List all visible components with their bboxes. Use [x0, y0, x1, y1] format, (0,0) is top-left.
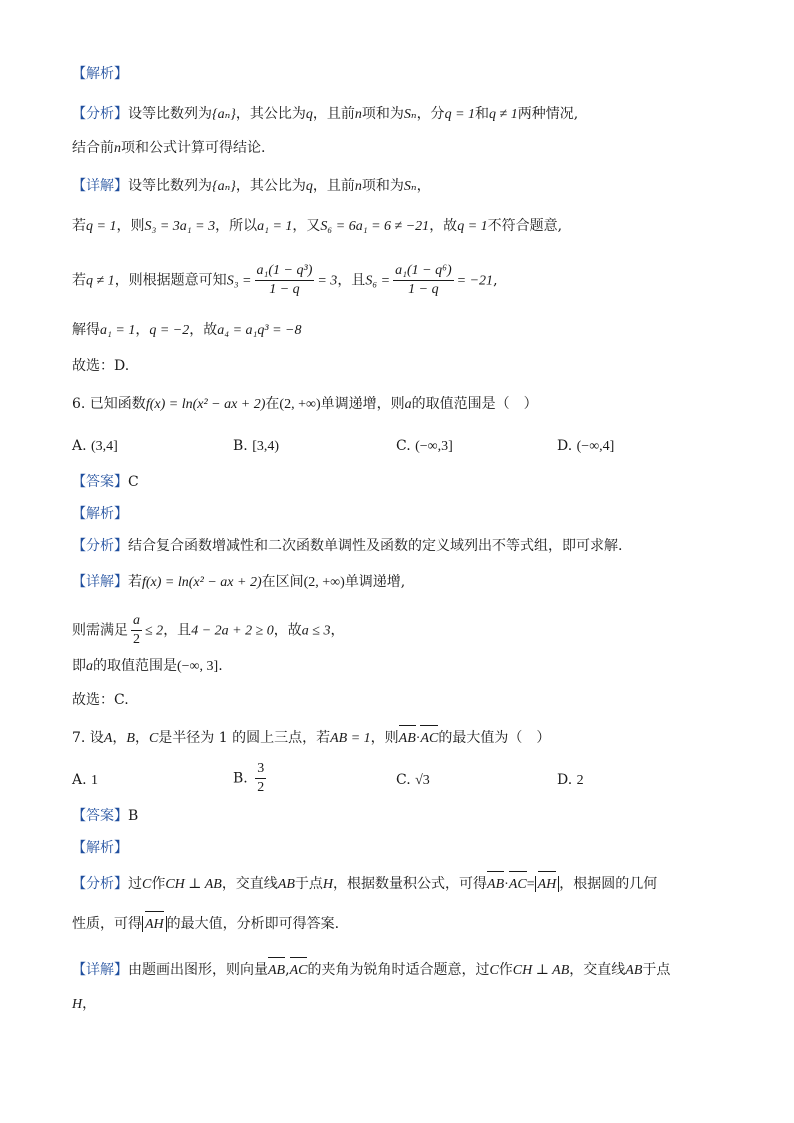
- q6-option-a: [72, 436, 118, 457]
- text: 过: [128, 876, 142, 892]
- text: .: [218, 658, 223, 674]
- fraction-num: a₁(1 − q⁶): [393, 262, 454, 281]
- text: ，: [112, 730, 127, 746]
- q7-option-c: [396, 770, 430, 791]
- text: ，且: [337, 272, 366, 289]
- math: AB = 1: [330, 731, 371, 746]
- fraction-s6: [393, 262, 454, 299]
- text: 两种情况,: [517, 106, 579, 122]
- q6-detail-line-1: [72, 572, 734, 593]
- text: 的最大值，分析即可得答案.: [166, 916, 340, 932]
- option-value: √3: [415, 773, 430, 788]
- math: ·: [504, 877, 509, 892]
- math: S₆ = 6a₁ = 6 ≠ −21: [320, 219, 430, 234]
- math-q-eq-1: q = 1: [444, 107, 476, 122]
- answer-value: C: [128, 474, 139, 490]
- vector-ac: AC: [290, 961, 308, 981]
- xiangjie-tag: 【详解】: [72, 574, 128, 590]
- option-label: B.: [233, 438, 248, 454]
- text: ，故: [429, 218, 458, 234]
- text: ，根据数量积公式，可得: [333, 876, 488, 892]
- q5-analysis-line-2: [72, 138, 734, 159]
- text: 则需满足: [72, 622, 128, 639]
- q6-jiexi-heading: [72, 504, 734, 524]
- option-value: (−∞,3]: [415, 439, 453, 454]
- q6-detail-line-2: [72, 612, 734, 649]
- text: 若: [72, 218, 86, 234]
- text: ，: [416, 178, 431, 194]
- math: AB: [277, 877, 295, 892]
- math: AB: [625, 963, 643, 978]
- text: ,: [285, 962, 290, 978]
- vector-ab: AB: [399, 729, 416, 749]
- option-value: (3,4]: [91, 439, 118, 454]
- q7-option-d: [557, 770, 584, 791]
- text: 在区间: [261, 574, 304, 590]
- text: ，其公比为: [235, 106, 306, 122]
- q5-detail-line-3: [72, 262, 734, 299]
- q5-detail-line-1: [72, 176, 734, 197]
- math: (2, +∞): [303, 575, 345, 590]
- math: C: [142, 877, 152, 892]
- q7-detail-line-1: [72, 960, 734, 981]
- text: 设等比数列为: [128, 178, 212, 194]
- math: q = −2: [149, 323, 190, 338]
- q6-stem: [72, 394, 734, 415]
- math: B: [126, 731, 135, 746]
- text: 作: [498, 962, 513, 978]
- text: 项和为: [361, 178, 404, 194]
- text: ，根据圆的几何: [559, 876, 658, 892]
- math: ≤ 2: [145, 623, 164, 639]
- vector-ah: AH: [145, 915, 164, 935]
- math: (−∞, 3]: [177, 659, 219, 674]
- text: 的取值范围是（ ）: [411, 396, 538, 412]
- q5-detail-line-4: [72, 320, 734, 341]
- text: ，分: [416, 106, 445, 122]
- text: ，其公比为: [235, 178, 306, 194]
- text: 7. 设: [72, 730, 104, 746]
- math-q: q: [305, 107, 313, 122]
- text: 设等比数列为: [128, 106, 212, 122]
- text: 是半径为 1 的圆上三点，若: [158, 730, 331, 746]
- text: 不符合题意,: [487, 218, 563, 234]
- q7-option-b: [233, 760, 269, 797]
- fraction-den: 1 − q: [408, 282, 439, 297]
- jiexi-tag: 【解析】: [72, 840, 128, 856]
- text: 结合复合函数增减性和二次函数单调性及函数的定义域列出不等式组，即可求解.: [128, 538, 623, 554]
- text: ，则根据题意可知: [114, 272, 227, 289]
- xiangjie-tag: 【详解】: [72, 178, 128, 194]
- math: q = 1: [457, 219, 488, 234]
- jiexi-tag: 【解析】: [72, 506, 128, 522]
- fenxi-tag: 【分析】: [72, 106, 128, 122]
- fraction-a-over-2: [131, 612, 142, 649]
- math-seq: {aₙ}: [212, 179, 236, 194]
- option-value: 2: [576, 773, 584, 788]
- text: 于点: [294, 876, 323, 892]
- text: ，故: [189, 322, 218, 338]
- text: ，且前: [312, 106, 355, 122]
- q5-analysis-line-1: [72, 104, 734, 125]
- text: 由题画出图形，则向量: [128, 962, 268, 978]
- q7-analysis-line-2: [72, 914, 734, 935]
- text: 项和公式计算可得结论.: [121, 140, 266, 156]
- math: S₆ =: [365, 273, 391, 289]
- option-value: [3,4): [252, 439, 280, 454]
- fraction-num: 3: [255, 760, 266, 779]
- fraction-s3: [255, 262, 315, 299]
- option-value: 1: [91, 773, 99, 788]
- math-q-ne-1: q ≠ 1: [489, 107, 518, 122]
- text: 性质，可得: [72, 916, 142, 932]
- abs-ah: [535, 876, 560, 892]
- q7-option-a: [72, 770, 98, 791]
- q6-option-c: [396, 436, 453, 457]
- text: 在: [265, 396, 280, 412]
- math: =: [526, 877, 535, 892]
- math-fx: f(x) = ln(x² − ax + 2): [145, 397, 266, 412]
- math: H: [72, 997, 83, 1012]
- math-fx: f(x) = ln(x² − ax + 2): [142, 575, 262, 590]
- math: H: [322, 877, 334, 892]
- xiangjie-tag: 【详解】: [72, 962, 128, 978]
- math-n: n: [114, 141, 121, 156]
- math: A: [103, 731, 113, 746]
- fenxi-tag: 【分析】: [72, 538, 128, 554]
- math-q: q: [305, 179, 313, 194]
- option-label: C.: [396, 772, 411, 788]
- option-label: A.: [72, 438, 87, 454]
- vector-ab: AB: [268, 961, 285, 981]
- text: ，: [135, 322, 150, 338]
- math: a: [86, 659, 93, 674]
- math: CH ⊥ AB: [512, 963, 570, 978]
- math-seq: {aₙ}: [212, 107, 236, 122]
- text: ，: [82, 996, 97, 1012]
- text: ,: [493, 272, 498, 289]
- text: 6. 已知函数: [72, 396, 146, 412]
- text: 的取值范围是: [93, 658, 177, 674]
- q6-analysis: [72, 536, 734, 556]
- text: 单调递增,: [344, 574, 406, 590]
- math-sn: Sₙ: [403, 179, 417, 194]
- text: 结合前: [72, 140, 114, 156]
- q6-option-b: [233, 436, 279, 457]
- q7-detail-line-2: [72, 994, 734, 1015]
- option-label: D.: [557, 438, 573, 454]
- option-label: D.: [557, 772, 573, 788]
- text: 和: [475, 106, 490, 122]
- text: 即: [72, 658, 86, 674]
- fraction-num: a: [131, 612, 142, 631]
- fraction-den: 1 − q: [269, 282, 300, 297]
- text: ，所以: [215, 218, 258, 234]
- text: 的夹角为锐角时适合题意，过: [307, 962, 490, 978]
- math: S₃ = 3a₁ = 3: [144, 219, 216, 234]
- vector-ac: AC: [420, 729, 438, 749]
- abs-ah: [142, 916, 167, 932]
- math-sn: Sₙ: [403, 107, 417, 122]
- math: a ≤ 3: [301, 623, 331, 639]
- math-n: n: [354, 107, 362, 122]
- text: 单调递增，则: [320, 396, 405, 412]
- fraction-den: 2: [257, 780, 265, 795]
- text: ，交直线: [221, 876, 278, 892]
- text: ，故: [273, 622, 302, 639]
- fraction-num: a₁(1 − q³): [255, 262, 315, 281]
- text: ，: [134, 730, 149, 746]
- option-label: B.: [233, 770, 248, 787]
- jiexi-tag: 【解析】: [72, 66, 128, 82]
- q6-option-d: [557, 436, 614, 457]
- option-label: C.: [396, 438, 411, 454]
- math: = −21: [456, 273, 494, 289]
- q6-detail-line-3: [72, 656, 734, 677]
- math: CH ⊥ AB: [165, 877, 222, 892]
- q7-jiexi-heading: [72, 838, 734, 858]
- math: = 3: [317, 273, 338, 289]
- math: a₁ = 1: [257, 219, 293, 234]
- fraction-den: 2: [133, 632, 140, 647]
- text: 于点: [642, 962, 671, 978]
- math: C: [489, 963, 499, 978]
- q7-answer: [72, 806, 734, 826]
- text: 项和为: [361, 106, 404, 122]
- math: q = 1: [86, 219, 117, 234]
- math-n: n: [354, 179, 362, 194]
- q7-analysis-line-1: [72, 874, 734, 895]
- fenxi-tag: 【分析】: [72, 876, 128, 892]
- text: ，且: [163, 622, 192, 639]
- math: 4 − 2a + 2 ≥ 0: [191, 623, 274, 639]
- q7-stem: [72, 728, 734, 749]
- text: ，则: [370, 730, 399, 746]
- text: 的最大值为（ ）: [438, 730, 551, 746]
- vector-ah: AH: [538, 875, 557, 895]
- vector-ac: AC: [509, 875, 527, 895]
- text: 作: [151, 876, 166, 892]
- q6-conclusion: 故选：C.: [72, 692, 129, 708]
- daan-tag: 【答案】: [72, 474, 128, 490]
- option-value: (−∞,4]: [576, 439, 615, 454]
- option-label: A.: [72, 772, 87, 788]
- math: a₁ = 1: [100, 323, 136, 338]
- text: 若: [72, 272, 86, 289]
- text: ，且前: [312, 178, 355, 194]
- math: C: [148, 731, 159, 746]
- math: a: [404, 397, 412, 412]
- q5-conclusion: 故选：D.: [72, 358, 130, 374]
- math: a₄ = a₁q³ = −8: [217, 323, 302, 338]
- vector-ab: AB: [487, 875, 504, 895]
- text: ，又: [292, 218, 321, 234]
- text: ，交直线: [569, 962, 626, 978]
- q6-answer: [72, 472, 734, 492]
- math: ·: [415, 731, 421, 746]
- math: (2, +∞): [279, 397, 321, 412]
- math: q ≠ 1: [86, 273, 115, 289]
- math: S₃ =: [226, 273, 252, 289]
- text: 若: [128, 574, 142, 590]
- q5-detail-line-2: [72, 216, 734, 237]
- q5-jiexi-heading: [72, 64, 734, 84]
- answer-value: B: [128, 808, 139, 824]
- daan-tag: 【答案】: [72, 808, 128, 824]
- text: 解得: [72, 322, 100, 338]
- text: ，则: [116, 218, 145, 234]
- fraction-3-over-2: [255, 760, 266, 797]
- text: ，: [330, 622, 345, 639]
